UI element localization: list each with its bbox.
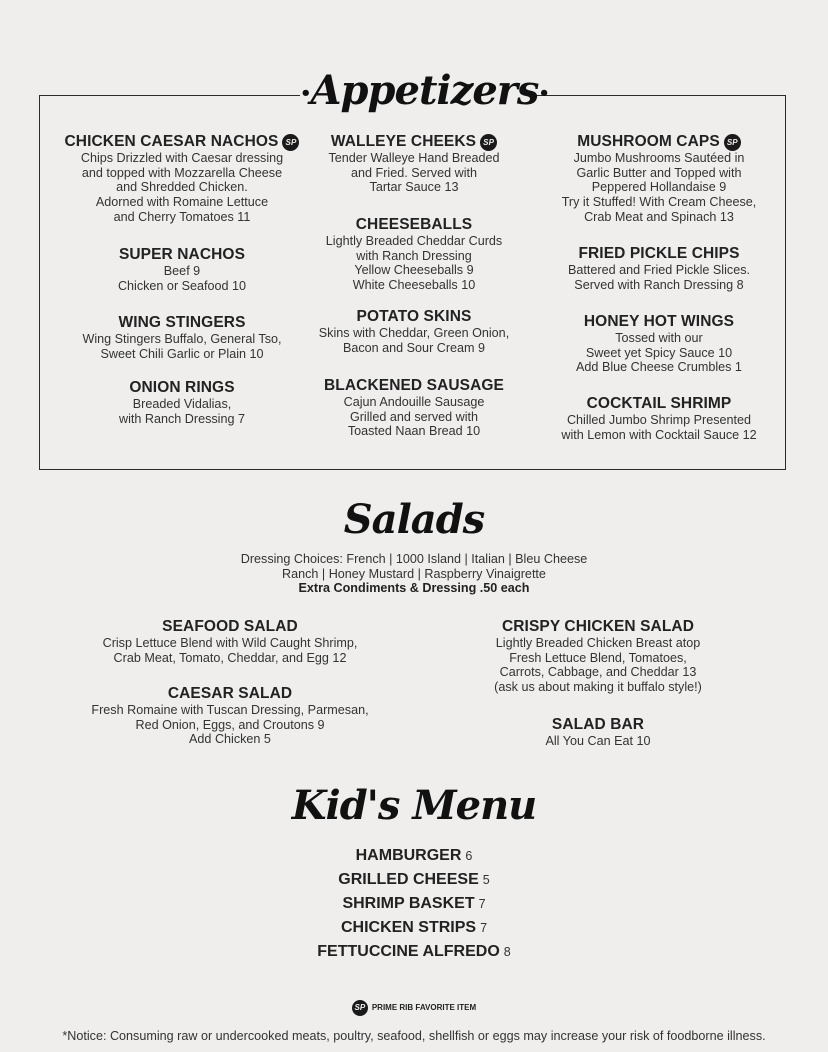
- menu-item: [294, 216, 534, 308]
- item-name: SALAD BAR: [551, 716, 645, 733]
- item-description: Skins with Cheddar, Green Onion, Bacon and Sour Cream 9: [318, 326, 510, 355]
- item-name: FETTUCCINE ALFREDO: [317, 943, 500, 960]
- item-description: Jumbo Mushrooms Sautéed in Garlic Butter and Topped with Peppered Hollandaise 9 Try it Stuffed! With Cream Cheese, Crab Meat and Spinach 13: [561, 151, 757, 224]
- salads-column-left: [70, 618, 390, 747]
- list-item: [214, 940, 614, 964]
- item-description: Lightly Breaded Cheddar Curds with Ranch Dressing Yellow Cheeseballs 9 White Cheeseballs 10: [325, 234, 503, 293]
- item-price: 8: [503, 945, 511, 959]
- item-name: HAMBURGER: [355, 847, 462, 864]
- favorite-badge-icon: SP: [480, 134, 497, 151]
- menu-item: [534, 245, 784, 313]
- item-name: SUPER NACHOS: [118, 246, 246, 263]
- item-price: 7: [480, 921, 488, 935]
- list-item: [214, 892, 614, 916]
- menu-item: [294, 308, 534, 377]
- menu-item: [52, 379, 312, 426]
- menu-item: [534, 133, 784, 245]
- menu-item: [468, 618, 728, 716]
- item-description: Chilled Jumbo Shrimp Presented with Lemon with Cocktail Sauce 12: [561, 413, 757, 442]
- foodborne-illness-notice: *Notice: Consuming raw or undercooked meats, poultry, seafood, shellfish or eggs may increase your risk of foodborne illness.: [62, 1029, 766, 1043]
- appetizers-heading: •Appetizers•: [300, 62, 528, 120]
- menu-item: [468, 716, 728, 749]
- extra-condiments-note: Extra Condiments & Dressing .50 each: [298, 581, 530, 596]
- item-name: SEAFOOD SALAD: [162, 618, 298, 635]
- item-description: Breaded Vidalias, with Ranch Dressing 7: [119, 397, 245, 426]
- appetizers-column-2: [294, 133, 534, 439]
- item-description: Cajun Andouille Sausage Grilled and served with Toasted Naan Bread 10: [343, 395, 485, 439]
- dressing-line: Dressing Choices: French | 1000 Island | Italian | Bleu Cheese: [240, 552, 588, 566]
- legend-label: PRIME RIB FAVORITE ITEM: [371, 1003, 477, 1012]
- item-description: All You Can Eat 10: [545, 734, 651, 748]
- ornament-dot-left: •: [300, 83, 311, 104]
- kids-menu-heading: Kid's Menu: [291, 782, 537, 829]
- salads-heading: Salads: [343, 496, 485, 543]
- favorite-badge-icon: SP: [724, 134, 741, 151]
- item-price: 7: [478, 897, 486, 911]
- item-name: ONION RINGS: [129, 379, 235, 396]
- favorite-badge-icon: SP: [282, 134, 299, 151]
- favorite-badge-icon: SP: [352, 1000, 368, 1016]
- menu-item: [52, 246, 312, 314]
- item-name: CHEESEBALLS: [355, 216, 473, 233]
- item-name: BLACKENED SAUSAGE: [324, 377, 504, 394]
- favorite-legend: [320, 998, 508, 1018]
- salads-column-right: [468, 618, 728, 749]
- menu-item: [52, 133, 312, 246]
- item-name: CHICKEN STRIPS: [340, 919, 477, 936]
- dressing-choices: [160, 552, 668, 596]
- item-name: COCKTAIL SHRIMP: [586, 395, 732, 412]
- item-price: 6: [465, 849, 473, 863]
- item-name: WALLEYE CHEEKS: [330, 133, 477, 150]
- menu-item: [52, 314, 312, 379]
- item-description: Chips Drizzled with Caesar dressing and topped with Mozzarella Cheese and Shredded Chicken. Adorned with Romaine Lettuce and Cherry Tomatoes 11: [80, 151, 284, 224]
- item-name: MUSHROOM CAPS: [577, 133, 720, 150]
- item-description: Beef 9 Chicken or Seafood 10: [117, 264, 247, 293]
- item-name: CHICKEN CAESAR NACHOS: [64, 133, 279, 150]
- item-description: Battered and Fried Pickle Slices. Served with Ranch Dressing 8: [568, 263, 750, 292]
- item-name: CAESAR SALAD: [167, 685, 293, 702]
- dressing-line: Ranch | Honey Mustard | Raspberry Vinaigrette: [282, 566, 546, 581]
- menu-item: [294, 133, 534, 216]
- appetizers-column-3: [534, 133, 784, 442]
- item-name: WING STINGERS: [118, 314, 246, 331]
- list-item: [214, 844, 614, 868]
- item-price: 5: [482, 873, 490, 887]
- item-name: HONEY HOT WINGS: [583, 313, 735, 330]
- item-name: SHRIMP BASKET: [342, 895, 475, 912]
- menu-item: [294, 377, 534, 439]
- kids-menu-list: [214, 844, 614, 964]
- item-name: POTATO SKINS: [356, 308, 472, 325]
- appetizers-column-1: [52, 133, 312, 426]
- menu-item: [534, 395, 784, 442]
- menu-item: [534, 313, 784, 395]
- item-description: Crisp Lettuce Blend with Wild Caught Shrimp, Crab Meat, Tomato, Cheddar, and Egg 12: [102, 636, 358, 665]
- item-description: Tender Walleye Hand Breaded and Fried. Served with Tartar Sauce 13: [328, 151, 500, 195]
- item-name: GRILLED CHEESE: [338, 871, 479, 888]
- menu-item: [70, 618, 390, 685]
- menu-item: [70, 685, 390, 747]
- item-description: Fresh Romaine with Tuscan Dressing, Parmesan, Red Onion, Eggs, and Croutons 9 Add Chicken 5: [91, 703, 369, 747]
- item-name: CRISPY CHICKEN SALAD: [501, 618, 695, 635]
- item-description: Tossed with our Sweet yet Spicy Sauce 10 Add Blue Cheese Crumbles 1: [576, 331, 742, 375]
- item-name: FRIED PICKLE CHIPS: [578, 245, 740, 262]
- ornament-dot-right: •: [538, 83, 549, 104]
- item-description: Wing Stingers Buffalo, General Tso, Sweet Chili Garlic or Plain 10: [82, 332, 282, 361]
- list-item: [214, 916, 614, 940]
- list-item: [214, 868, 614, 892]
- item-description: Lightly Breaded Chicken Breast atop Fresh Lettuce Blend, Tomatoes, Carrots, Cabbage, and Cheddar 13 (ask us about making it buffalo style!): [494, 636, 702, 695]
